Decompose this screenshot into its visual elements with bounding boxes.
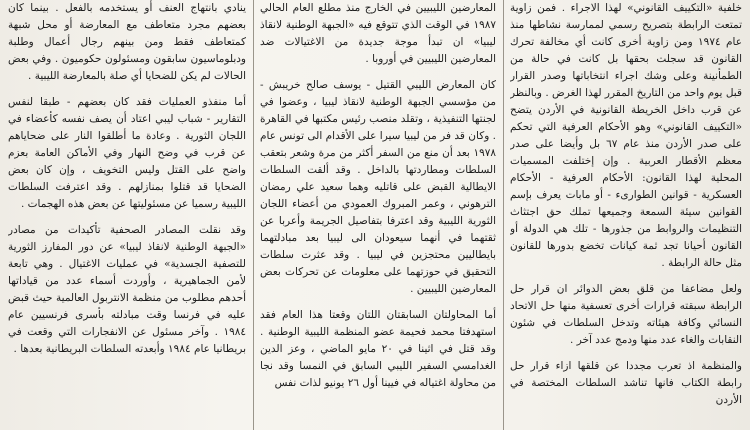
paragraph: أما المحاولتان السابقتان اللتان وقعتا هذا العام فقد استهدفتا محمد فحيمة عضو المنظمة الليبية الوطنية . وقد قتل في اثينا في ٢٠ مايو الماضي ، وعز الدين الغدامسي السفير الليبي السابق في النمسا وقد نجا من محاولة اغتياله في فيينا أول ٢٦ يونيو لذات نفس — [260, 309, 496, 389]
paragraph: خلفية «التكييف القانوني» لهذا الاجراء . فمن زاوية تمتعت الرابطة بتصريح رسمي لممارسة نشاطها منذ عام ١٩٧٤ ومن زاوية أخرى كانت أي مخالفة تحرك القانون قد سجلت بحقها بل كانت في حالة من الطمأنينة وعلى وشك اجراء انتخاباتها وصدر القرار قبل يوم واحد من التاريخ المقرر لهذا الغرض . وبالنظر عن قرب داخل الخريطة القانونية في الأردن يتضح «التكييف القانوني» وهو الأحكام العرفية التي تحكم على صدر الأردن منذ عام ٦٧ بل وأيضا على صدر معظم الأقطار العربية . وإن إختلفت المسميات المحلية لهذا القانون: الأحكام العرفية - الأحكام العسكرية - قوانين الطوارىء - أو مابات يعرف بإسم القوانين سيئة السمعة وجميعها تملك حق اجتثاث التنظيمات والروابط من جذورها - تلك هي الدولة أو القانون أحيانا تجد ثمة كيانات تخضع بدورها للقانون مثل حالة الرابطة . — [510, 2, 742, 269]
paragraph: ولعل مضاعفا من قلق بعض الدوائر ان قرار حل الرابطة سبقته قرارات أخرى تعسفية منها حل الاتحاد النسائي وكافة هيئاته وتدخل السلطات في شئون النقابات والغاء عدد منها ودمج عدد آخر . — [510, 283, 742, 346]
column-right — [510, 0, 742, 430]
paragraph: المعارضين الليبيين في الخارج منذ مطلع العام الحالي ١٩٨٧ في الوقت الذي تتوقع فيه «الجبهة الوطنية لانقاذ ليبيا» ان تبدأ موجة جديدة من الاغتيالات ضد المعارضين الليبيين في أوروبا . — [260, 2, 496, 65]
column-middle — [260, 0, 496, 430]
column-divider — [503, 0, 504, 430]
paragraph: أما منفذو العمليات فقد كان بعضهم - طبقا لنفس التقارير - شباب ليبي اعتاد أن يصف نفسه كأعضاء في اللجان الثورية . وعادة ما أطلقوا النار على ضحاياهم عن قرب في وضح النهار وفي الأماكن العامة بعزم واضح على القتل وليس التخويف ، وإن كان بعض الضحايا قد قتلوا بمنازلهم . وقد اعترفت السلطات الليبية رسميا عن مسئوليتها عن بعض هذه الهجمات . — [8, 96, 246, 210]
paragraph: والمنظمة اذ تعرب مجددا عن قلقها ازاء قرار حل رابطة الكتاب فانها تناشد السلطات المختصة في الأردن — [510, 360, 742, 406]
column-divider — [253, 0, 254, 430]
paragraph: ينادي بانتهاج العنف أو يستخدمه بالفعل . بينما كان بعضهم مجرد متعاطف مع المعارضة أو محل شبهة كمتعاطف فقط ومن بينهم رجال أعمال وطلبة ودبلوماسيون سابقون ومسئولون حكوميون . وفي بعض الحالات لم يكن للضحايا أي صلة بالمعارضة الليبية . — [8, 2, 246, 82]
paragraph: وقد نقلت المصادر الصحفية تأكيدات من مصادر «الجبهة الوطنية لانقاذ ليبيا» عن دور المفارز الثورية للتصفية الجسدية» في عمليات الاغتيال . وهي تابعة لأمن الجماهيرية ، وأوردت أسماء عدد من قياداتها أحدهم مطلوب من منظمة الانتربول العالمية حيث قبض عليه في فرنسا وقت مبادلته بأسرى فرنسيين عام ١٩٨٤ . وآخر مسئول عن الانفجارات التي وقعت في بريطانيا عام ١٩٨٤ وأبعدته السلطات البريطانية بعدها . — [8, 224, 246, 355]
column-left — [8, 0, 246, 430]
paragraph: كان المعارض الليبي القتيل - يوسف صالح خريبش - من مؤسسي الجبهة الوطنية لانقاذ ليبيا ، وعضوا في لجنتها التنفيذية ، وتقلد منصب رئيس مكتبها في القاهرة . وكان قد فر من ليبيا سيرا على الأقدام الى تونس عام ١٩٧٨ بعد أن منع من السفر أكثر من مرة وشعر بتعقب السلطات ومطاردتها بالداخل . وقد ألقت السلطات الايطالية القبض على قاتليه وهما سعيد علي رمضان الترهوني ، وعمر المبروك العمودي من أعضاء اللجان الثورية الليبية وقد اعترفا بتفاصيل الجريمة وأعربا عن ثقتهما في أنهما سيعودان الى ليبيا بعد مبادلتهما بايطاليين محتجزين في ليبيا . وقد عثرت سلطات التحقيق في حوزتهما على معلومات عن تحركات بعض المعارضين الليبيين . — [260, 79, 496, 295]
